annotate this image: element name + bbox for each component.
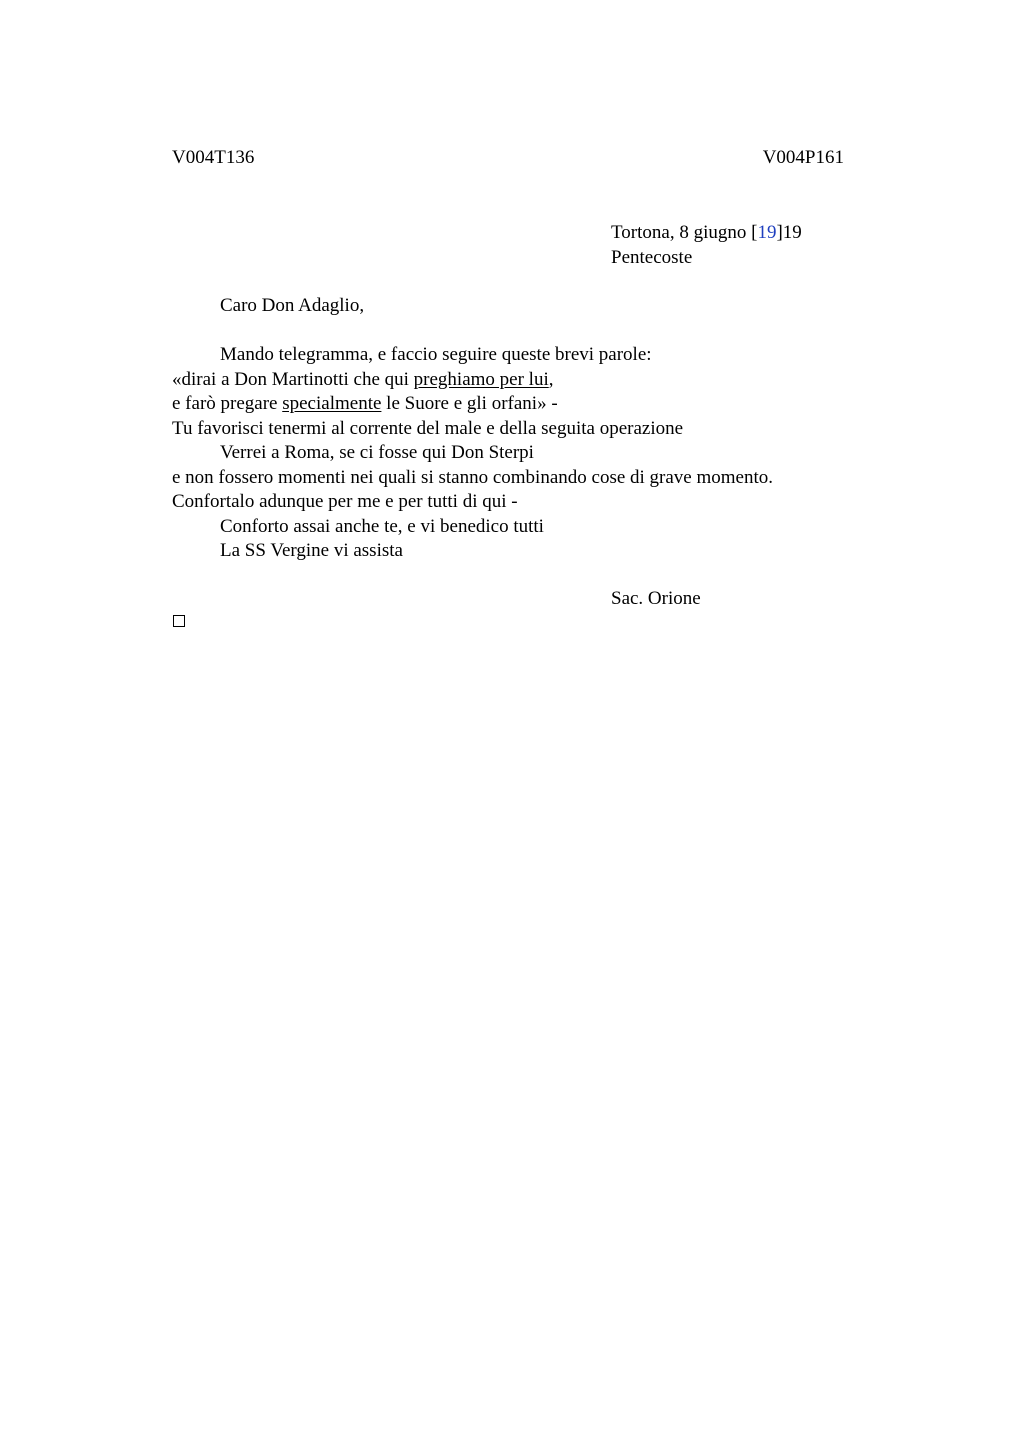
letter-line-3	[172, 392, 872, 417]
letter-line-5: Verrei a Roma, se ci fosse qui Don Sterpi	[220, 442, 534, 463]
place-date-prefix: Tortona, 8 giugno [	[611, 222, 758, 243]
letter-line-3-start: e farò pregare	[172, 393, 283, 414]
letter-line-4: Tu favorisci tenermi al corrente del male e della seguita operazione	[172, 417, 684, 439]
volume-text-code: V004T136	[172, 147, 255, 168]
dateline	[611, 221, 802, 270]
letter-line-7: Confortalo adunque per me e per tutti di qui -	[172, 491, 518, 512]
letter-body	[172, 294, 872, 564]
letter-line-6: e non fossero momenti nei quali si stanno combinando cose di grave momento.	[172, 466, 774, 488]
place-date-suffix: ]19	[776, 222, 802, 243]
feast-day: Pentecoste	[611, 246, 693, 268]
letter-line-3-end: le Suore e gli orfani» -	[381, 393, 558, 414]
end-of-document-box-icon	[173, 615, 185, 627]
place-date	[611, 221, 802, 246]
signature: Sac. Orione	[611, 588, 701, 609]
letter-line-2-end: ,	[548, 368, 554, 390]
underlined-word: specialmente	[282, 393, 382, 414]
letter-line-2-start: «dirai a Don Martinotti che qui	[172, 368, 414, 390]
underlined-phrase: preghiamo per lui	[413, 368, 549, 390]
letter-line-9: La SS Vergine vi assista	[220, 540, 403, 561]
salutation: Caro Don Adaglio,	[220, 295, 365, 316]
letter-line-1: Mando telegramma, e faccio seguire queste brevi parole:	[220, 344, 652, 365]
letter-line-2	[172, 368, 872, 393]
volume-page-code: V004P161	[762, 147, 844, 168]
blank-line	[172, 319, 872, 344]
editorial-year-insert: 19	[757, 222, 777, 243]
letter-line-8: Conforto assai anche te, e vi benedico tutti	[220, 515, 544, 537]
